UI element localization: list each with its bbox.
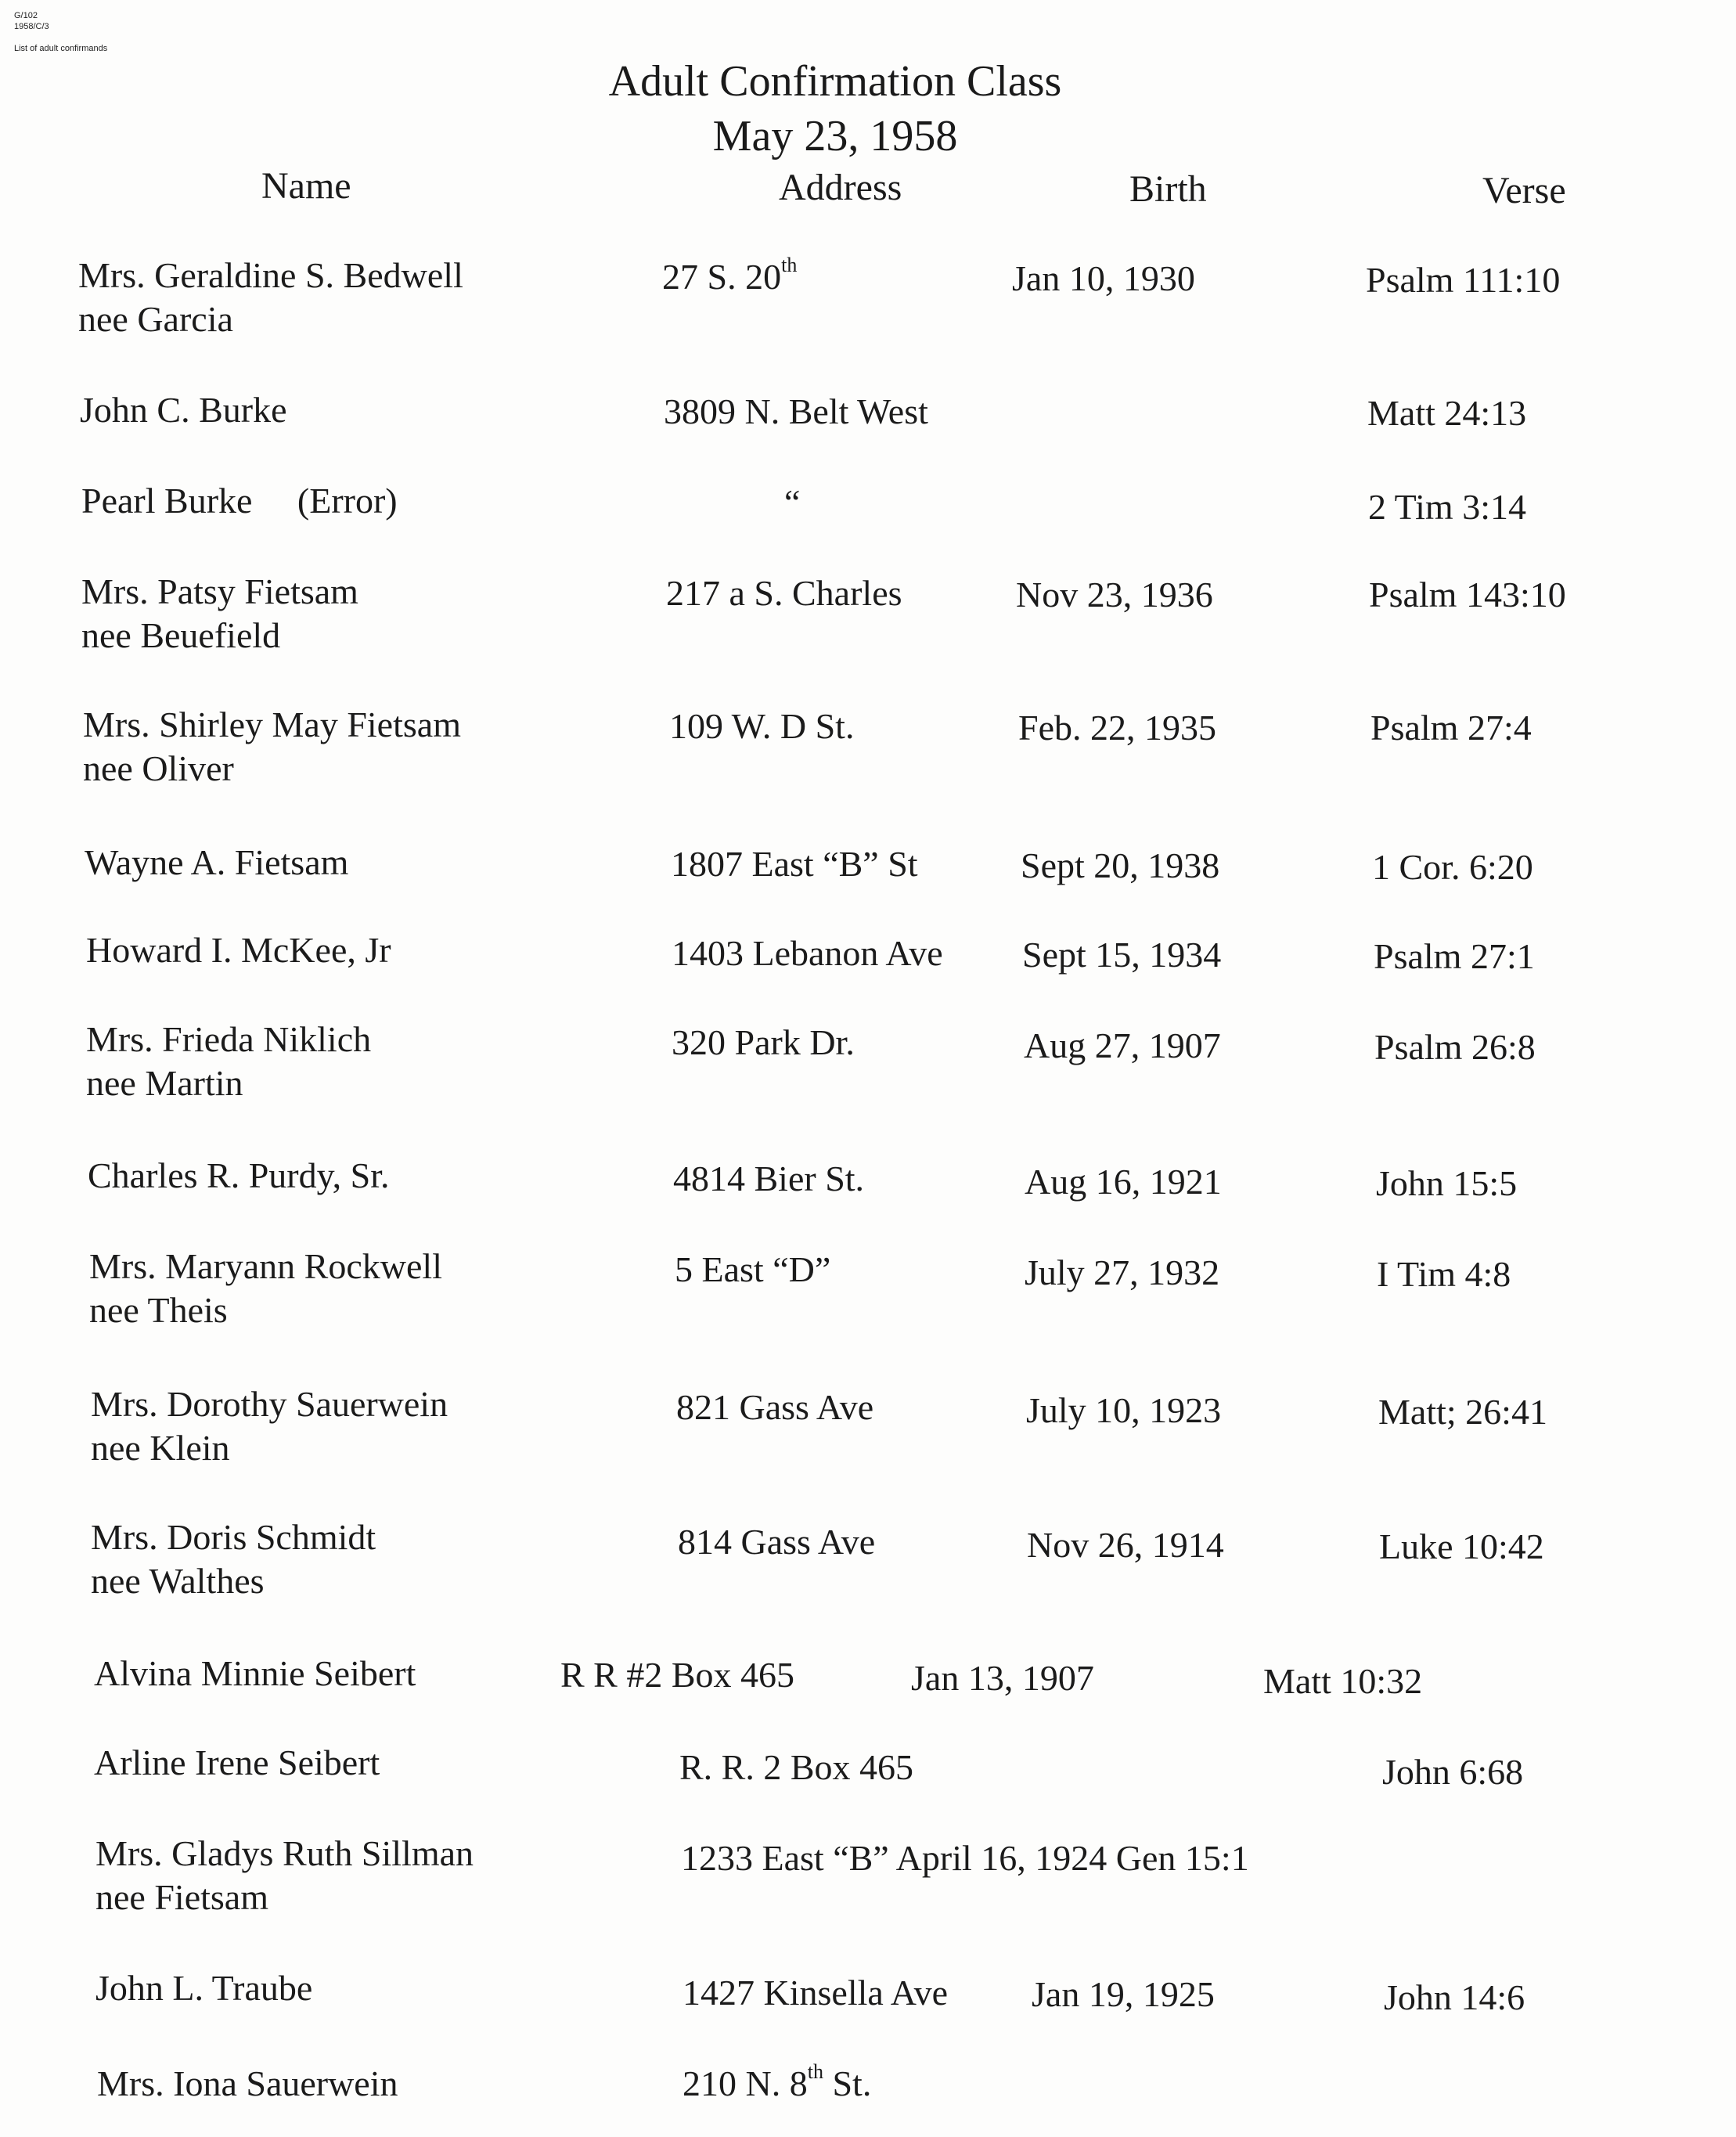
confirmand-name: Arline Irene Seibert: [94, 1742, 380, 1782]
confirmand-name: Mrs. Doris Schmidt: [91, 1517, 376, 1557]
confirmand-address: 5 East “D”: [675, 1249, 831, 1289]
confirmand-address: R. R. 2 Box 465: [679, 1747, 914, 1787]
confirmand-birth: Nov 26, 1914: [1027, 1525, 1224, 1565]
column-header-birth: Birth: [1129, 168, 1207, 210]
confirmand-birth: July 10, 1923: [1026, 1390, 1222, 1430]
confirmand-name: Mrs. Iona Sauerwein: [97, 2063, 398, 2103]
confirmand-verse: John 6:68: [1382, 1752, 1524, 1792]
confirmand-name: Mrs. Patsy Fietsam: [81, 571, 358, 611]
confirmand-verse: 1 Cor. 6:20: [1372, 847, 1533, 887]
confirmand-verse: Psalm 143:10: [1369, 575, 1566, 614]
confirmand-maiden-name: nee Theis: [89, 1290, 228, 1330]
archive-ref-description: List of adult confirmands: [14, 44, 108, 53]
confirmand-address: 109 W. D St.: [669, 706, 855, 746]
confirmand-verse: I Tim 4:8: [1377, 1254, 1511, 1294]
confirmand-address: 4814 Bier St.: [673, 1159, 865, 1198]
confirmand-maiden-name: nee Walthes: [91, 1561, 265, 1601]
confirmand-verse: Psalm 27:4: [1370, 708, 1532, 748]
confirmand-maiden-name: nee Martin: [86, 1063, 243, 1103]
confirmand-verse: John 14:6: [1384, 1977, 1525, 2017]
confirmand-name: Pearl Burke (Error): [81, 481, 398, 521]
column-header-address: Address: [779, 167, 902, 208]
confirmand-birth: Sept 20, 1938: [1021, 845, 1220, 885]
confirmand-verse: Matt 10:32: [1263, 1661, 1423, 1701]
confirmand-name: Mrs. Maryann Rockwell: [89, 1246, 442, 1286]
confirmand-verse: Matt; 26:41: [1378, 1392, 1547, 1432]
confirmand-birth: Aug 27, 1907: [1024, 1025, 1221, 1065]
confirmand-address-ditto: “: [784, 482, 801, 522]
confirmand-name: Mrs. Shirley May Fietsam: [83, 705, 461, 744]
confirmand-address: 1427 Kinsella Ave: [683, 1973, 948, 2013]
confirmand-verse: Matt 24:13: [1367, 393, 1527, 433]
confirmand-address: R R #2 Box 465: [560, 1655, 795, 1695]
confirmand-birth: July 27, 1932: [1025, 1252, 1220, 1292]
confirmand-maiden-name: nee Fietsam: [95, 1877, 268, 1917]
confirmand-maiden-name: nee Garcia: [78, 299, 233, 339]
confirmand-address-birth-verse: 1233 East “B” April 16, 1924 Gen 15:1: [681, 1838, 1249, 1878]
confirmand-verse: Psalm 26:8: [1374, 1027, 1536, 1067]
confirmand-birth: Sept 15, 1934: [1022, 935, 1222, 975]
confirmand-birth: Jan 19, 1925: [1032, 1974, 1215, 2014]
confirmand-address: 814 Gass Ave: [678, 1522, 876, 1562]
confirmand-birth: Feb. 22, 1935: [1018, 708, 1216, 748]
column-header-verse: Verse: [1482, 170, 1566, 211]
confirmand-birth: Nov 23, 1936: [1016, 575, 1213, 614]
confirmand-name: Mrs. Gladys Ruth Sillman: [95, 1833, 474, 1873]
confirmand-verse: Luke 10:42: [1379, 1526, 1544, 1566]
confirmand-maiden-name: nee Beuefield: [81, 615, 281, 655]
confirmand-birth: Jan 10, 1930: [1012, 258, 1195, 298]
confirmand-name: John C. Burke: [80, 390, 287, 430]
confirmand-name: Alvina Minnie Seibert: [94, 1653, 416, 1693]
page-subtitle-date: May 23, 1958: [712, 112, 958, 160]
confirmand-address: 1807 East “B” St: [671, 844, 918, 884]
confirmand-address: 821 Gass Ave: [676, 1387, 874, 1427]
confirmand-address: 210 N. 8th St.: [683, 2060, 872, 2103]
confirmand-verse: Psalm 27:1: [1374, 936, 1535, 976]
confirmand-birth: Aug 16, 1921: [1025, 1162, 1222, 1202]
archive-ref-year: 1958/C/3: [14, 22, 49, 31]
confirmand-address: 217 a S. Charles: [666, 573, 902, 613]
confirmand-address: 320 Park Dr.: [672, 1022, 855, 1062]
confirmand-name: Howard I. McKee, Jr: [86, 930, 391, 970]
column-header-name: Name: [261, 165, 351, 207]
confirmand-address: 27 S. 20th: [662, 253, 798, 297]
archive-ref-code: G/102: [14, 11, 38, 20]
confirmand-name: Mrs. Geraldine S. Bedwell: [78, 255, 463, 295]
confirmand-verse: Psalm 111:10: [1366, 260, 1561, 300]
confirmand-maiden-name: nee Klein: [91, 1428, 230, 1468]
confirmand-name: Mrs. Frieda Niklich: [86, 1019, 372, 1059]
confirmand-birth: Jan 13, 1907: [911, 1658, 1094, 1698]
confirmand-maiden-name: nee Oliver: [83, 748, 234, 788]
confirmand-address: 3809 N. Belt West: [664, 391, 928, 431]
confirmand-name: Charles R. Purdy, Sr.: [88, 1155, 390, 1195]
confirmand-verse: John 15:5: [1376, 1163, 1518, 1203]
confirmand-name: Wayne A. Fietsam: [85, 842, 349, 882]
page-title: Adult Confirmation Class: [608, 57, 1062, 106]
confirmand-verse: 2 Tim 3:14: [1368, 487, 1526, 527]
confirmand-address: 1403 Lebanon Ave: [672, 933, 943, 973]
confirmand-name: Mrs. Dorothy Sauerwein: [91, 1384, 448, 1424]
confirmand-name: John L. Traube: [95, 1968, 313, 2008]
